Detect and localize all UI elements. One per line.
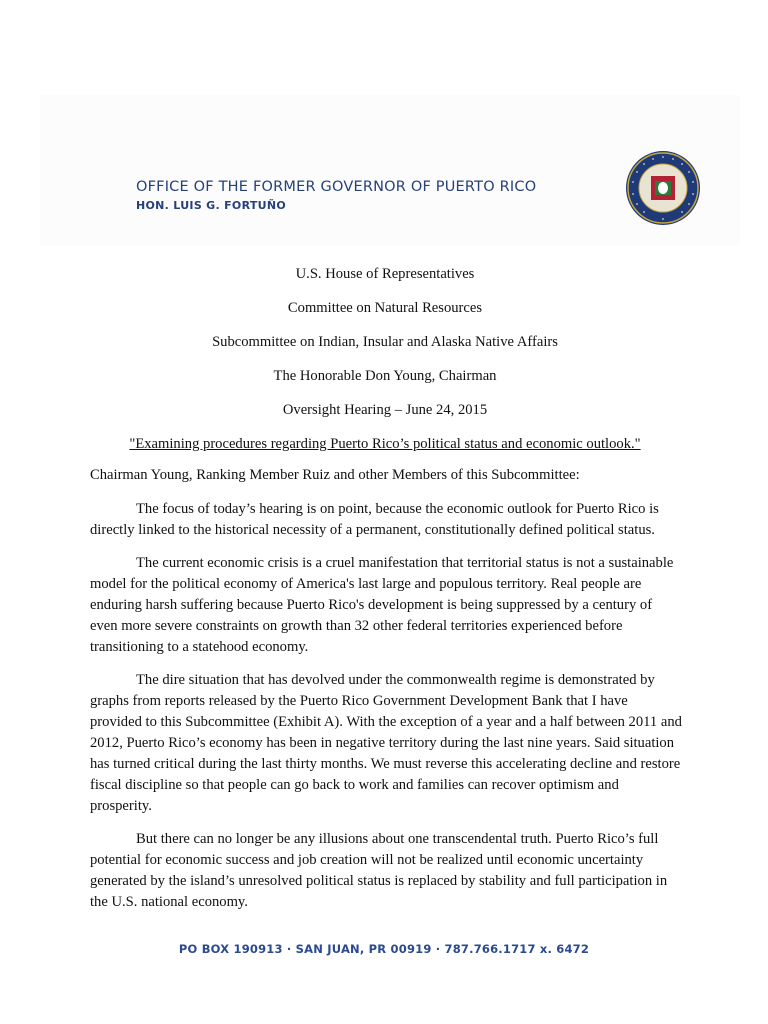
header-line-committee: Committee on Natural Resources [287, 300, 483, 316]
paragraph: But there can no longer be any illusions about one transcendental truth. Puerto Rico’s full potential for economic success and job creation will not be realized until economic uncertainty generated by the island’s unresolved political status is replaced by stability and full participation in the U.S. national economy. [90, 831, 668, 910]
header-line-chairman: The Honorable Don Young, Chairman [273, 368, 497, 384]
hearing-header [90, 263, 680, 459]
office-name: OFFICE OF THE FORMER GOVERNOR OF PUERTO RICO [136, 179, 537, 195]
hearing-title [90, 433, 680, 459]
footer-address: PO BOX 190913 · SAN JUAN, PR 00919 · 787.766.1717 x. 6472 [178, 942, 590, 956]
paragraph: The focus of today’s hearing is on point, because the economic outlook for Puerto Rico is directly linked to the historical necessity of a permanent, constitutionally defined political status. [90, 501, 659, 538]
governor-name: HON. LUIS G. FORTUÑO [136, 199, 287, 212]
paragraph: The current economic crisis is a cruel manifestation that territorial status is not a sustainable model for the political economy of America's last large and populous territory. Real people are enduring harsh suffering because Puerto Rico's development is being suppressed by a century of even more severe constraints on growth than 32 other federal territories experienced before transitioning to a statehood economy. [90, 555, 674, 655]
governor-seal-icon [625, 150, 701, 226]
letter-body [90, 465, 682, 925]
hearing-title-text: "Examining procedures regarding Puerto Rico’s political status and economic outlook." [129, 436, 641, 452]
header-line-hearing-date: Oversight Hearing – June 24, 2015 [282, 402, 488, 418]
paragraph: The dire situation that has devolved under the commonwealth regime is demonstrated by graphs from reports released by the Puerto Rico Government Development Bank that I have provided to this Subcommittee (Exhibit A). With the exception of a year and a half between 2011 and 2012, Puerto Rico’s economy has been in negative territory during the last nine years. Said situation has turned critical during the last thirty months. We must reverse this accelerating decline and restore fiscal discipline so that people can go back to work and families can recover optimism and prosperity. [90, 672, 682, 814]
salutation: Chairman Young, Ranking Member Ruiz and other Members of this Subcommittee: [90, 467, 580, 483]
header-line-subcommittee: Subcommittee on Indian, Insular and Alaska Native Affairs [212, 334, 558, 350]
header-line-house: U.S. House of Representatives [295, 266, 475, 282]
letterhead [136, 178, 536, 212]
